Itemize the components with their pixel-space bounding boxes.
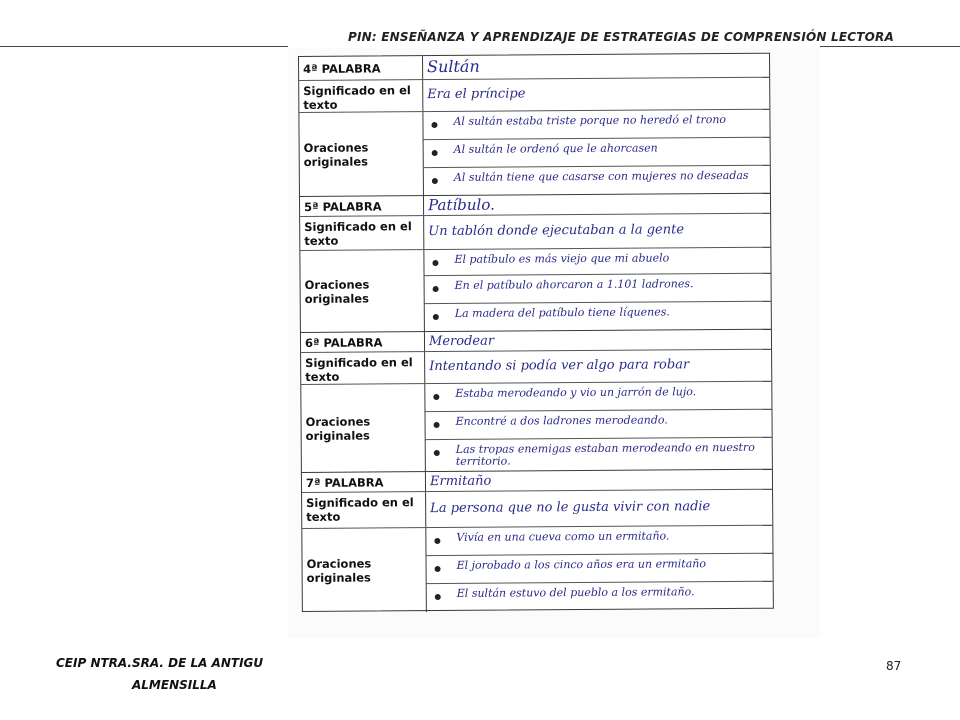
- meaning-label: Significado en el texto: [301, 352, 425, 384]
- meaning-answer: Era el príncipe: [427, 86, 526, 103]
- sentences-list: [423, 110, 770, 196]
- sentence-item: [424, 138, 770, 168]
- sentence-item: [426, 526, 772, 556]
- sentence-item: [427, 582, 773, 612]
- meaning-label: Significado en el texto: [300, 216, 424, 250]
- sentences-row: [299, 110, 770, 197]
- sentence-text: El sultán estuvo del pueblo a los ermitaño.: [456, 585, 695, 600]
- bullet-icon: [434, 538, 440, 544]
- sentence-text: Encontré a dos ladrones merodeando.: [455, 413, 668, 428]
- word-label: 4ª PALABRA: [299, 56, 423, 80]
- word-answer: Patíbulo.: [427, 195, 495, 215]
- meaning-answer: Un tablón donde ejecutaban a la gente: [428, 222, 685, 240]
- word-answer: Merodear: [428, 333, 495, 350]
- meaning-row: [301, 350, 771, 385]
- sentences-label: Oraciones originales: [300, 250, 425, 333]
- document-header-title: PIN: ENSEÑANZA Y APRENDIZAJE DE ESTRATEGIAS DE COMPRENSIÓN LECTORA: [348, 30, 894, 44]
- sentence-text: Al sultán estaba triste porque no heredó el trono: [453, 113, 727, 128]
- header-rule-right: [820, 46, 960, 47]
- sentence-text: En el patíbulo ahorcaron a 1.101 ladrones.: [454, 277, 694, 292]
- sentence-item: [424, 248, 770, 276]
- sentence-text: Estaba merodeando y vio un jarrón de lujo.: [455, 385, 697, 400]
- bullet-icon: [435, 594, 441, 600]
- sentences-list: [425, 382, 772, 472]
- sentence-text: Al sultán le ordenó que le ahorcasen: [453, 141, 658, 156]
- word-block-7: [302, 470, 773, 613]
- sentence-item: [425, 410, 771, 440]
- bullet-icon: [432, 260, 438, 266]
- meaning-answer: La persona que no le gusta vivir con nadie: [430, 499, 711, 517]
- meaning-row: [299, 78, 769, 113]
- sentences-label: Oraciones originales: [301, 384, 426, 473]
- word-block-5: [300, 194, 771, 333]
- sentence-item: [426, 438, 772, 472]
- sentence-text: Vivía en una cueva como un ermitaño.: [456, 529, 670, 544]
- bullet-icon: [432, 150, 438, 156]
- sentence-text: Las tropas enemigas estaban merodeando en nuestro territorio.: [455, 440, 755, 468]
- sentence-item: [423, 110, 769, 140]
- sentences-row: [301, 382, 772, 473]
- sentences-row: [300, 248, 771, 333]
- meaning-row: [300, 214, 770, 251]
- word-label: 5ª PALABRA: [300, 196, 424, 216]
- sentence-item: [425, 274, 771, 304]
- sentence-item: [425, 302, 771, 332]
- page-number: 87: [886, 659, 902, 673]
- sentences-label: Oraciones originales: [299, 112, 424, 197]
- bullet-icon: [434, 422, 440, 428]
- bullet-icon: [435, 566, 441, 572]
- word-row: [299, 54, 769, 81]
- sentence-text: El jorobado a los cinco años era un ermitaño: [456, 557, 707, 572]
- sentences-row: [302, 526, 773, 613]
- scanned-worksheet-image: [288, 48, 820, 638]
- sentence-text: La madera del patíbulo tiene líquenes.: [454, 305, 670, 320]
- word-label: 6ª PALABRA: [301, 332, 425, 352]
- bullet-icon: [433, 394, 439, 400]
- meaning-label: Significado en el texto: [299, 80, 423, 112]
- bullet-icon: [434, 450, 440, 456]
- sentence-item: [424, 166, 770, 196]
- footer-school-name: CEIP NTRA.SRA. DE LA ANTIGU: [56, 656, 264, 670]
- word-answer: Sultán: [427, 56, 480, 77]
- meaning-answer: Intentando si podía ver algo para robar: [429, 357, 690, 375]
- meaning-label: Significado en el texto: [302, 492, 426, 528]
- sentence-item: [425, 382, 771, 412]
- vocabulary-worksheet-table: [298, 53, 774, 612]
- bullet-icon: [433, 286, 439, 292]
- word-answer: Ermitaño: [429, 473, 492, 490]
- word-block-6: [301, 330, 772, 473]
- bullet-icon: [431, 122, 437, 128]
- sentence-text: El patíbulo es más viejo que mi abuelo: [454, 251, 670, 266]
- bullet-icon: [433, 314, 439, 320]
- header-rule-left: [0, 46, 288, 47]
- word-label: 7ª PALABRA: [302, 472, 426, 492]
- sentence-text: Al sultán tiene que casarse con mujeres no deseadas: [453, 168, 749, 184]
- sentences-list: [424, 248, 771, 332]
- meaning-row: [302, 490, 772, 529]
- sentence-item: [426, 554, 772, 584]
- sentences-list: [426, 526, 773, 612]
- word-block-4: [299, 54, 770, 197]
- sentences-label: Oraciones originales: [302, 528, 427, 613]
- footer-school-town: ALMENSILLA: [132, 678, 217, 692]
- bullet-icon: [432, 178, 438, 184]
